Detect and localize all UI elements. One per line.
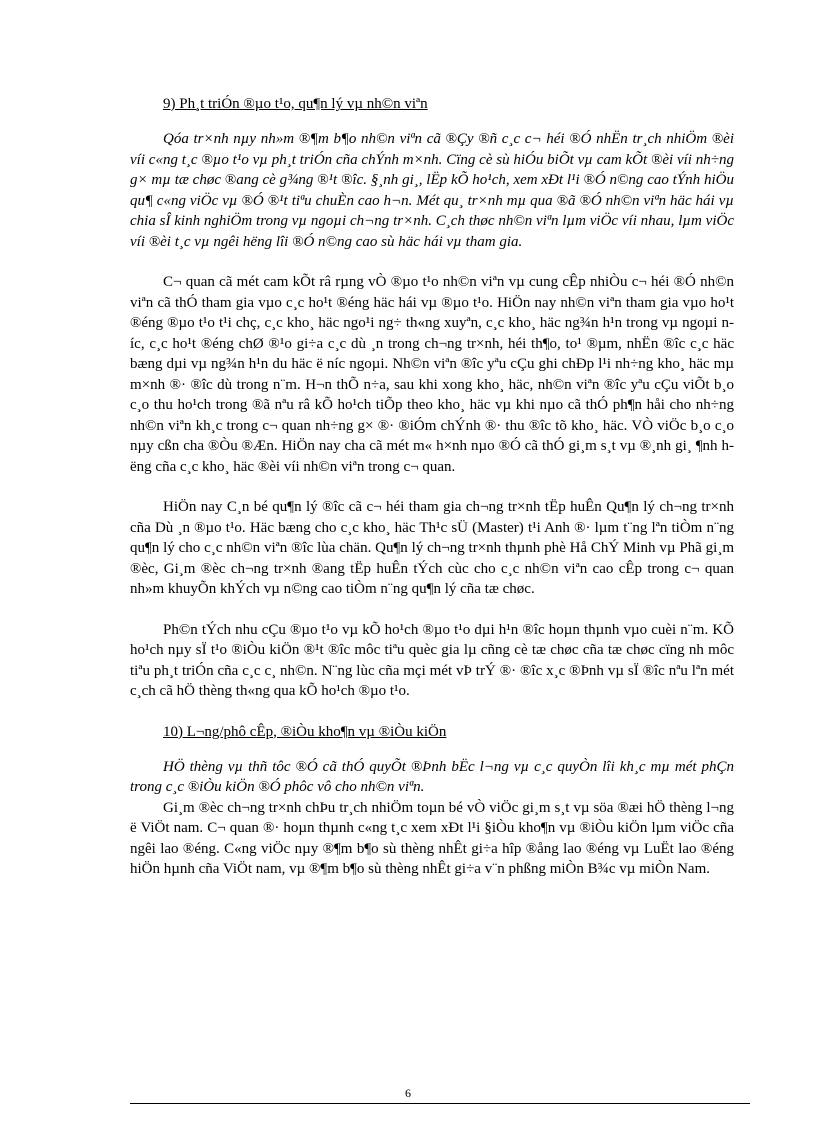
section-9-analysis-paragraph: Ph©n tÝch nhu cÇu ®µo t¹o vµ kÕ ho¹ch ®µo t¹o dµi h¹n ®îc hoµn thµnh vµo cuèi n¨m. KÕ ho¹ch nµy sÏ t¹o ®iÒu kiÖn ®¹t ®îc môc tiªu quèc gia lµ cñng cè tæ chøc cña tæ chøc cïng nh môc tiªu ph¸t triÓn cña c¸c c¸ nh©n. N¨ng lùc cña mçi mét vÞ trÝ ®· ®îc x¸c ®Þnh vµ sÏ ®îc nªu lªn mét c¸ch cã hÖ thèng th«ng qua kÕ ho¹ch ®µo t¹o.: [130, 621, 734, 699]
section-10-salary-paragraph: Gi¸m ®èc ch¬ng tr×nh chÞu tr¸ch nhiÖm toµn bé vÒ viÖc gi¸m s¸t vµ söa ®æi hÖ thèng l¬ng ë ViÖt nam. C¬ quan ®· hoµn thµnh c«ng t¸c xem xÐt l¹i §iÒu kho¶n vµ ®iÒu kiÖn lµm viÖc cña ngêi lao ®éng. C«ng viÖc nµy ®¶m b¶o sù thèng nhÊt gi÷a hîp ®ång lao ®éng vµ LuËt lao ®éng hiÖn hµnh cña ViÖt nam, vµ ®¶m b¶o sù thèng nhÊt gi÷a v¨n phßng miÒn B¾c vµ miÒn Nam.: [130, 799, 734, 877]
footer-rule: [130, 1103, 750, 1104]
section-10-intro-paragraph: HÖ thèng vµ thñ tôc ®Ó cã thÓ quyÕt ®Þnh bËc l¬ng vµ c¸c quyÒn lîi kh¸c mµ mét phÇn trong c¸c ®iÒu kiÖn ®Ó phôc vô cho nh©n viªn.: [130, 758, 734, 795]
section-9-heading: 9) Ph¸t triÓn ®µo t¹o, qu¶n lý vµ nh©n viªn: [163, 96, 428, 112]
page-content: [130, 94, 734, 880]
section-9-training-paragraph: C¬ quan cã mét cam kÕt râ rµng vÒ ®µo t¹o nh©n viªn vµ cung cÊp nhiÒu c¬ héi ®Ó nh©n viªn cã thÓ tham gia vµo c¸c ho¹t ®éng häc hái vµ ®µo t¹o. HiÖn nay nh©n viªn tham gia vµo ho¹t ®éng ®µo t¹o t¹i chç, c¸c kho¸ häc ngo¹i ng÷ th«ng xuyªn, c¸c kho¸ häc ng¾n h¹n trong vµ ngoµi níc, c¸c ho¹t ®éng chØ ®¹o gi÷a c¸c dù ¸n trong ch¬ng tr×nh, héi th¶o, to¹ ®µm, nhËn ®îc c¸c häc bæng dµi vµ ng¾n h¹n du häc ë níc ngoµi. Nh©n viªn ®îc yªu cÇu ghi chÐp l¹i nh÷ng kho¸ häc mµ m×nh ®· ®îc dù trong n¨m. H¬n thÕ n÷a, sau khi xong kho¸ häc, nh©n viªn ®îc yªu cÇu viÕt b¸o c¸o thu ho¹ch trong ®ã nªu râ kÕ ho¹ch tiÕp theo kho¸ häc vµ khi nµo cã thÓ ph¶n håi cho nh÷ng nh©n viªn kh¸c trong c¬ quan nh÷ng g× ®· ®iÓm chÝnh ®· thu ®îc tõ kho¸ häc. VÒ viÖc b¸o c¸o nµy cßn cha ®Òu ®Æn. HiÖn nay cha cã mét m« h×nh nµo ®Ó cã thÓ gi¸m s¸t vµ ®¸nh gi¸ ¶nh hëng cña c¸c kho¸ häc ®èi víi nh©n viªn trong c¬ quan.: [130, 274, 734, 475]
section-9-management-paragraph: HiÖn nay C¸n bé qu¶n lý ®îc cã c¬ héi tham gia ch¬ng tr×nh tËp huÊn Qu¶n lý ch¬ng tr×nh cña Dù ¸n ®µo t¹o. Häc bæng cho c¸c kho¸ häc Th¹c sÜ (Master) t¹i Anh ®· lµm t¨ng lªn tiÒm n¨ng qu¶n lý cho c¸c nh©n viªn ®îc lùa chän. Qu¶n lý ch¬ng tr×nh thµnh phè Hå ChÝ Minh vµ Phã gi¸m ®èc, Gi¸m ®èc ch¬ng tr×nh ®ang tËp huÊn tÝch cùc cho c¸c nh©n viªn cao cÊp trong c¬ quan nh»m khuyÕn khÝch vµ n©ng cao tiÒm n¨ng qu¶n lý cña tæ chøc.: [130, 499, 734, 597]
page-number: 6: [405, 1086, 411, 1100]
section-9-intro-paragraph: Qóa tr×nh nµy nh»m ®¶m b¶o nh©n viªn cã ®Çy ®ñ c¸c c¬ héi ®Ó nhËn tr¸ch nhiÖm ®èi víi c«ng t¸c ®µo t¹o vµ ph¸t triÓn cña chÝnh m×nh. Cïng cè sù hiÓu biÕt vµ cam kÕt ®èi víi nh÷ng g× mµ tæ chøc ®ang cè g¾ng ®¹t ®îc. §¸nh gi¸, lËp kÕ ho¹ch, xem xÐt l¹i ®Ó n©ng cao tÝnh hiÖu qu¶ c«ng viÖc vµ ®Ó ®¹t tiªu chuÈn cao h¬n. Mét qu¸ tr×nh mµ qua ®ã ®Ó nh©n viªn häc hái vµ chia sÎ kinh nghiÖm trong vµ ngoµi ch¬ng tr×nh. C¸ch thøc nh©n viªn lµm viÖc víi nhau, lµm viÖc víi ®èi t¸c vµ ngêi hëng lîi ®Ó n©ng cao sù häc hái vµ tham gia.: [130, 131, 734, 250]
section-10-heading: 10) L¬ng/phô cÊp, ®iÒu kho¶n vµ ®iÒu kiÖn: [163, 723, 447, 740]
